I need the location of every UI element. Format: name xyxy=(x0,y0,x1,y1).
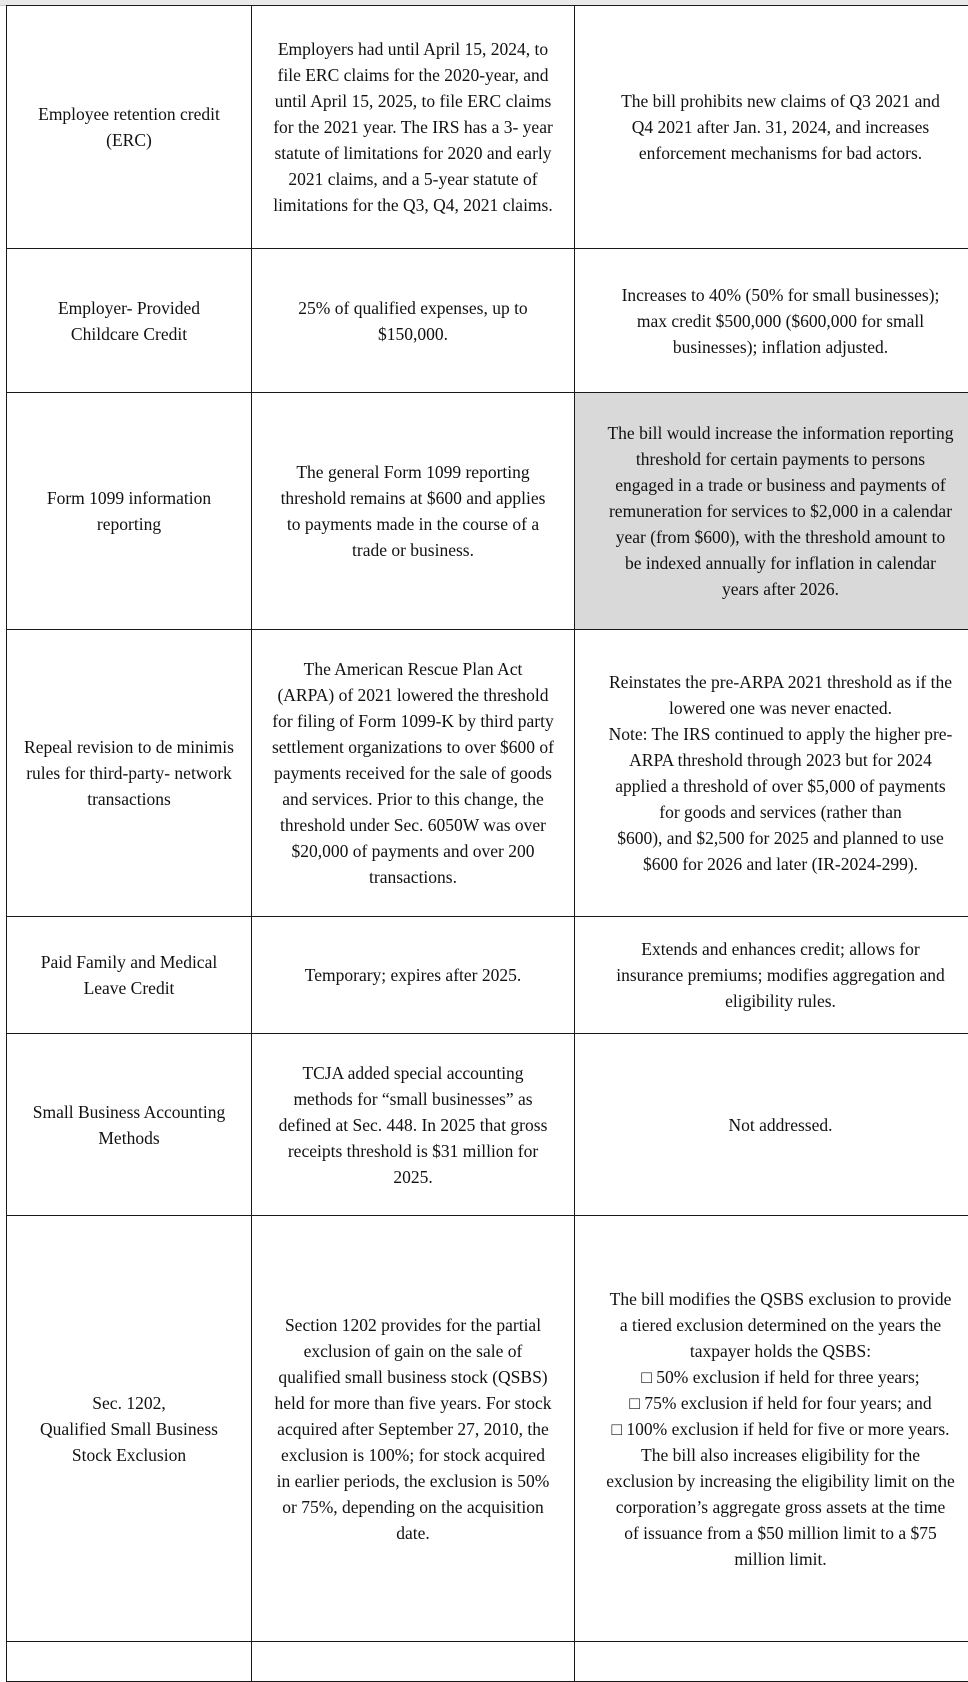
current-law-line: TCJA added special accounting xyxy=(254,1060,572,1086)
table-row-childcare xyxy=(7,249,968,393)
current-law-line: (ARPA) of 2021 lowered the threshold xyxy=(254,682,572,708)
provision-line: Employer- Provided xyxy=(9,295,249,321)
proposal-line: be indexed annually for inflation in calendar xyxy=(585,550,968,576)
bullet-line: □ 50% exclusion if held for three years; xyxy=(585,1364,968,1390)
current-law-cell xyxy=(252,1034,575,1216)
proposal-line: lowered one was never enacted. xyxy=(585,695,968,721)
current-law-line: statute of limitations for 2020 and early xyxy=(254,140,572,166)
provision-line: rules for third-party- network xyxy=(9,760,249,786)
proposal-line: businesses); inflation adjusted. xyxy=(585,334,968,360)
table-row-accounting-methods xyxy=(7,1034,968,1216)
bullet-line: □ 100% exclusion if held for five or more years. xyxy=(585,1416,968,1442)
proposal-line: threshold for certain payments to persons xyxy=(585,446,968,472)
current-law-line: acquired after September 27, 2010, the xyxy=(254,1416,572,1442)
proposal-line: Reinstates the pre-ARPA 2021 threshold as if the xyxy=(585,669,968,695)
proposal-line: taxpayer holds the QSBS: xyxy=(585,1338,968,1364)
current-law-line: $20,000 of payments and over 200 xyxy=(254,838,572,864)
current-law-line: held for more than five years. For stock xyxy=(254,1390,572,1416)
proposal-line: eligibility rules. xyxy=(585,988,968,1014)
table-row-third-party-network xyxy=(7,630,968,917)
current-law-line: Temporary; expires after 2025. xyxy=(254,962,572,988)
current-law-line: and services. Prior to this change, the xyxy=(254,786,572,812)
current-law-line: settlement organizations to over $600 of xyxy=(254,734,572,760)
current-law-cell xyxy=(252,917,575,1034)
current-law-cell xyxy=(252,393,575,630)
proposal-line: years after 2026. xyxy=(585,576,968,602)
provision-line: Employee retention credit xyxy=(9,101,249,127)
provision-line: Qualified Small Business xyxy=(9,1416,249,1442)
provision-line: transactions xyxy=(9,786,249,812)
provision-cell xyxy=(7,1216,252,1642)
proposal-line: corporation’s aggregate gross assets at the time xyxy=(585,1494,968,1520)
current-law-cell xyxy=(252,6,575,249)
current-law-line: The American Rescue Plan Act xyxy=(254,656,572,682)
current-law-line: threshold remains at $600 and applies xyxy=(254,485,572,511)
provision-line: Paid Family and Medical xyxy=(9,949,249,975)
proposal-line: a tiered exclusion determined on the years the xyxy=(585,1312,968,1338)
provision-line: reporting xyxy=(9,511,249,537)
provision-line: Form 1099 information xyxy=(9,485,249,511)
current-law-line: The general Form 1099 reporting xyxy=(254,459,572,485)
proposal-line: The bill modifies the QSBS exclusion to provide xyxy=(585,1286,968,1312)
current-law-line: receipts threshold is $31 million for xyxy=(254,1138,572,1164)
current-law-line: Section 1202 provides for the partial xyxy=(254,1312,572,1338)
proposal-cell xyxy=(575,917,968,1034)
current-law-line: Employers had until April 15, 2024, to xyxy=(254,36,572,62)
current-law-cell xyxy=(252,630,575,917)
current-law-line: or 75%, depending on the acquisition xyxy=(254,1494,572,1520)
current-law-cell xyxy=(252,1216,575,1642)
proposal-line: applied a threshold of over $5,000 of payments xyxy=(585,773,968,799)
current-law-line: file ERC claims for the 2020-year, and xyxy=(254,62,572,88)
provision-cell xyxy=(7,1034,252,1216)
proposal-line: of issuance from a $50 million limit to a $75 xyxy=(585,1520,968,1546)
current-law-line: in earlier periods, the exclusion is 50% xyxy=(254,1468,572,1494)
current-law-line: 25% of qualified expenses, up to xyxy=(254,295,572,321)
provision-cell xyxy=(7,393,252,630)
current-law-line: for the 2021 year. The IRS has a 3- year xyxy=(254,114,572,140)
current-law-line: exclusion of gain on the sale of xyxy=(254,1338,572,1364)
provision-line: (ERC) xyxy=(9,127,249,153)
provision-line: Leave Credit xyxy=(9,975,249,1001)
table-row-qsbs xyxy=(7,1216,968,1642)
proposal-cell xyxy=(575,1216,968,1642)
proposal-cell xyxy=(575,249,968,393)
proposal-line: $600), and $2,500 for 2025 and planned to use xyxy=(585,825,968,851)
provision-cell xyxy=(7,630,252,917)
current-law-line: to payments made in the course of a xyxy=(254,511,572,537)
proposal-line: Increases to 40% (50% for small businesses); xyxy=(585,282,968,308)
provision-cell xyxy=(7,249,252,393)
current-law-line: date. xyxy=(254,1520,572,1546)
current-law-line: threshold under Sec. 6050W was over xyxy=(254,812,572,838)
proposal-line: Not addressed. xyxy=(585,1112,968,1138)
current-law-line: transactions. xyxy=(254,864,572,890)
proposal-line: engaged in a trade or business and payments of xyxy=(585,472,968,498)
proposal-line: million limit. xyxy=(585,1546,968,1572)
current-law-cell xyxy=(252,249,575,393)
current-law-line: payments received for the sale of goods xyxy=(254,760,572,786)
proposal-line: Q4 2021 after Jan. 31, 2024, and increases xyxy=(585,114,968,140)
provision-cell xyxy=(7,6,252,249)
provision-cell xyxy=(7,917,252,1034)
current-law-line: trade or business. xyxy=(254,537,572,563)
current-law-line: limitations for the Q3, Q4, 2021 claims. xyxy=(254,192,572,218)
proposal-cell xyxy=(575,6,968,249)
proposal-cell xyxy=(575,1034,968,1216)
current-law-line: $150,000. xyxy=(254,321,572,347)
proposal-note-line: Note: The IRS continued to apply the higher pre- xyxy=(585,721,968,747)
provision-line: Childcare Credit xyxy=(9,321,249,347)
provision-line: Methods xyxy=(9,1125,249,1151)
proposal-line: for goods and services (rather than xyxy=(585,799,968,825)
proposal-line: exclusion by increasing the eligibility limit on the xyxy=(585,1468,968,1494)
proposal-line: enforcement mechanisms for bad actors. xyxy=(585,140,968,166)
table-row-erc xyxy=(7,6,968,249)
proposal-cell-highlighted xyxy=(575,393,968,630)
proposal-line: remuneration for services to $2,000 in a calendar xyxy=(585,498,968,524)
proposal-cell xyxy=(575,630,968,917)
table-row-form-1099 xyxy=(7,393,968,630)
provision-line: Sec. 1202, xyxy=(9,1390,249,1416)
current-law-line: methods for “small businesses” as xyxy=(254,1086,572,1112)
table-row-paid-family-leave xyxy=(7,917,968,1034)
bullet-line: □ 75% exclusion if held for four years; and xyxy=(585,1390,968,1416)
tax-provisions-table xyxy=(6,5,968,1682)
current-law-line: 2021 claims, and a 5-year statute of xyxy=(254,166,572,192)
provision-line: Small Business Accounting xyxy=(9,1099,249,1125)
provision-line: Stock Exclusion xyxy=(9,1442,249,1468)
proposal-line: $600 for 2026 and later (IR-2024-299). xyxy=(585,851,968,877)
proposal-line: The bill also increases eligibility for the xyxy=(585,1442,968,1468)
current-law-line: for filing of Form 1099-K by third party xyxy=(254,708,572,734)
proposal-line: Extends and enhances credit; allows for xyxy=(585,936,968,962)
proposal-line: ARPA threshold through 2023 but for 2024 xyxy=(585,747,968,773)
current-law-line: qualified small business stock (QSBS) xyxy=(254,1364,572,1390)
proposal-line: The bill prohibits new claims of Q3 2021 and xyxy=(585,88,968,114)
provision-line: Repeal revision to de minimis xyxy=(9,734,249,760)
proposal-line: max credit $500,000 ($600,000 for small xyxy=(585,308,968,334)
proposal-line: year (from $600), with the threshold amount to xyxy=(585,524,968,550)
current-law-line: defined at Sec. 448. In 2025 that gross xyxy=(254,1112,572,1138)
current-law-line: until April 15, 2025, to file ERC claims xyxy=(254,88,572,114)
current-law-line: exclusion is 100%; for stock acquired xyxy=(254,1442,572,1468)
current-law-line: 2025. xyxy=(254,1164,572,1190)
proposal-line: The bill would increase the information reporting xyxy=(585,420,968,446)
proposal-line: insurance premiums; modifies aggregation and xyxy=(585,962,968,988)
